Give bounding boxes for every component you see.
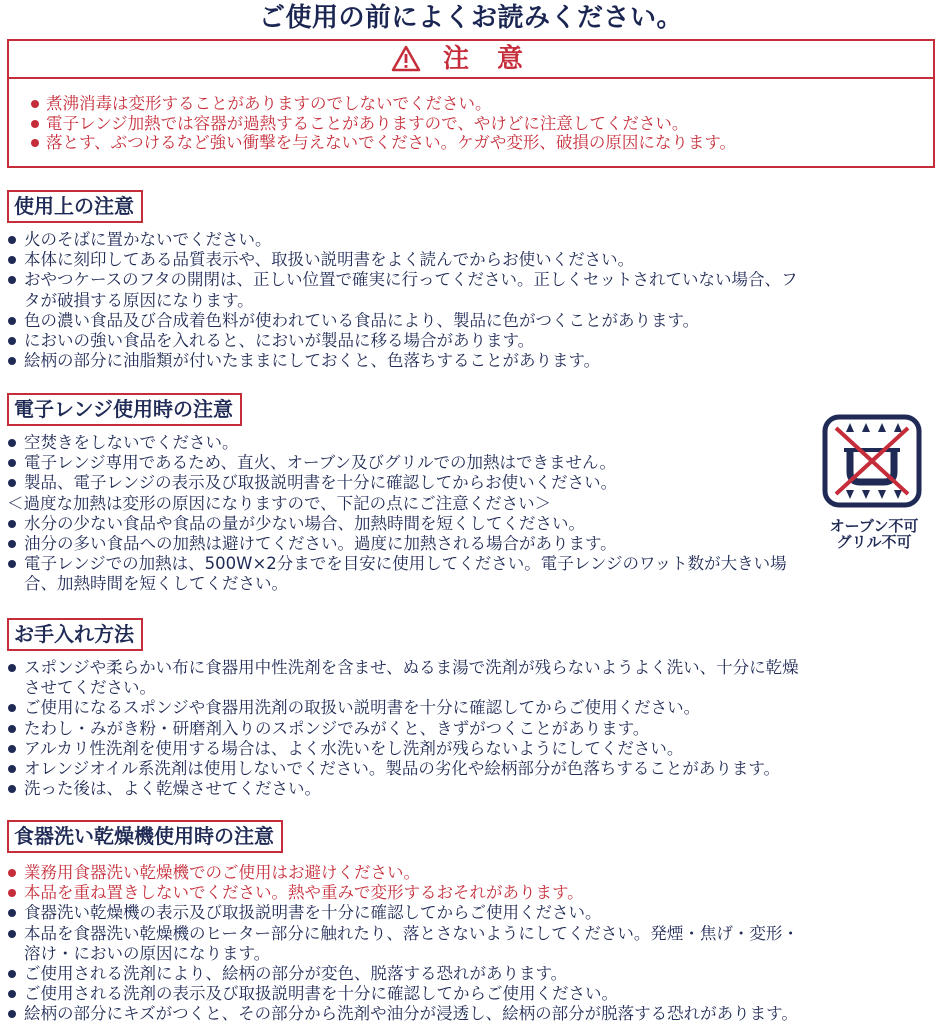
section-heading-care: お手入れ方法 (7, 618, 143, 651)
oven-grill-label (818, 518, 930, 550)
list-item: 電子レンジでの加熱は、500W×2分までを目安に使用してください。電子レンジのワット数が大きい場 (7, 554, 787, 574)
section-list-usage (7, 230, 798, 371)
list-item: スポンジや柔らかい布に食器用中性洗剤を含ませ、ぬるま湯で洗剤が残らないようよく洗い、十分に乾燥 (7, 658, 799, 678)
caution-heading: 注意 (442, 44, 551, 74)
list-item: アルカリ性洗剤を使用する場合は、よく水洗いをし洗剤が残らないようにしてください。 (7, 739, 799, 759)
list-item: 火のそばに置かないでください。 (7, 230, 798, 250)
list-item: 製品、電子レンジの表示及び取扱説明書を十分に確認してからお使いください。 (7, 473, 787, 493)
list-item: ご使用になるスポンジや食器用洗剤の取扱い説明書を十分に確認してからご使用ください。 (7, 698, 799, 718)
section-list-microwave (7, 433, 787, 595)
list-item: 本品を食器洗い乾燥機のヒーター部分に触れたり、落とさないようにしてください。発煙・焦げ・変形・ (7, 924, 799, 944)
caution-item: 落とす、ぶつけるなど強い衝撃を与えないでください。ケガや変形、破損の原因になります。 (29, 133, 736, 153)
caution-heading-bar (9, 41, 933, 79)
no-oven-grill-icon (822, 414, 922, 508)
list-item: 本体に刻印してある品質表示や、取扱い説明書をよく読んでからお使いください。 (7, 250, 798, 270)
list-item: 洗った後は、よく乾燥させてください。 (7, 779, 799, 799)
list-item-continuation: 合、加熱時間を短くしてください。 (24, 574, 288, 594)
list-item-continuation: 溶け・においの原因になります。 (24, 943, 271, 963)
list-item: においの強い食品を入れると、においが製品に移る場合があります。 (7, 331, 798, 351)
section-list-care (7, 658, 799, 799)
caution-box (7, 39, 935, 168)
list-item: おやつケースのフタの開閉は、正しい位置で確実に行ってください。正しくセットされていない場合、フ (7, 270, 798, 290)
section-heading-usage: 使用上の注意 (7, 190, 143, 223)
list-item: 油分の多い食品への加熱は避けてください。過度に加熱される場合があります。 (7, 534, 787, 554)
list-item: 食器洗い乾燥機の表示及び取扱説明書を十分に確認してからご使用ください。 (7, 903, 799, 923)
list-item: 水分の少ない食品や食品の量が少ない場合、加熱時間を短くしてください。 (7, 514, 787, 534)
list-item-continuation: タが破損する原因になります。 (24, 290, 254, 310)
page-title: ご使用の前によくお読みください。 (258, 3, 683, 33)
list-note: ＜過度な加熱は変形の原因になりますので、下記の点にご注意ください＞ (7, 493, 552, 513)
warning-triangle-icon (391, 45, 421, 72)
section-heading-dishwasher: 食器洗い乾燥機使用時の注意 (7, 820, 283, 853)
list-item: 本品を重ね置きしないでください。熱や重みで変形するおそれがあります。 (7, 883, 799, 903)
caution-list (29, 94, 736, 153)
caution-item: 電子レンジ加熱では容器が過熱することがありますので、やけどに注意してください。 (29, 114, 736, 134)
list-item: 絵柄の部分に油脂類が付いたままにしておくと、色落ちすることがあります。 (7, 351, 798, 371)
list-item-continuation: させてください。 (24, 678, 156, 698)
list-item: 絵柄の部分にキズがつくと、その部分から洗剤や油分が浸透し、絵柄の部分が脱落する恐れがあります。 (7, 1004, 799, 1024)
list-item: 空焚きをしないでください。 (7, 433, 787, 453)
caution-item: 煮沸消毒は変形することがありますのでしないでください。 (29, 94, 736, 114)
list-item: 電子レンジ専用であるため、直火、オーブン及びグリルでの加熱はできません。 (7, 453, 787, 473)
list-item: ご使用される洗剤の表示及び取扱説明書を十分に確認してからご使用ください。 (7, 984, 799, 1004)
list-item: 色の濃い食品及び合成着色料が使われている食品により、製品に色がつくことがあります。 (7, 311, 798, 331)
oven-label-line: オーブン不可 (829, 517, 919, 535)
list-item: オレンジオイル系洗剤は使用しないでください。製品の劣化や絵柄部分が色落ちすることがあります。 (7, 759, 799, 779)
grill-label-line: グリル不可 (836, 533, 912, 551)
section-heading-microwave: 電子レンジ使用時の注意 (7, 393, 242, 426)
list-item: ご使用される洗剤により、絵柄の部分が変色、脱落する恐れがあります。 (7, 964, 799, 984)
list-item: 業務用食器洗い乾燥機でのご使用はお避けください。 (7, 863, 799, 883)
section-list-dishwasher (7, 863, 799, 1025)
list-item: たわし・みがき粉・研磨剤入りのスポンジでみがくと、きずがつくことがあります。 (7, 719, 799, 739)
